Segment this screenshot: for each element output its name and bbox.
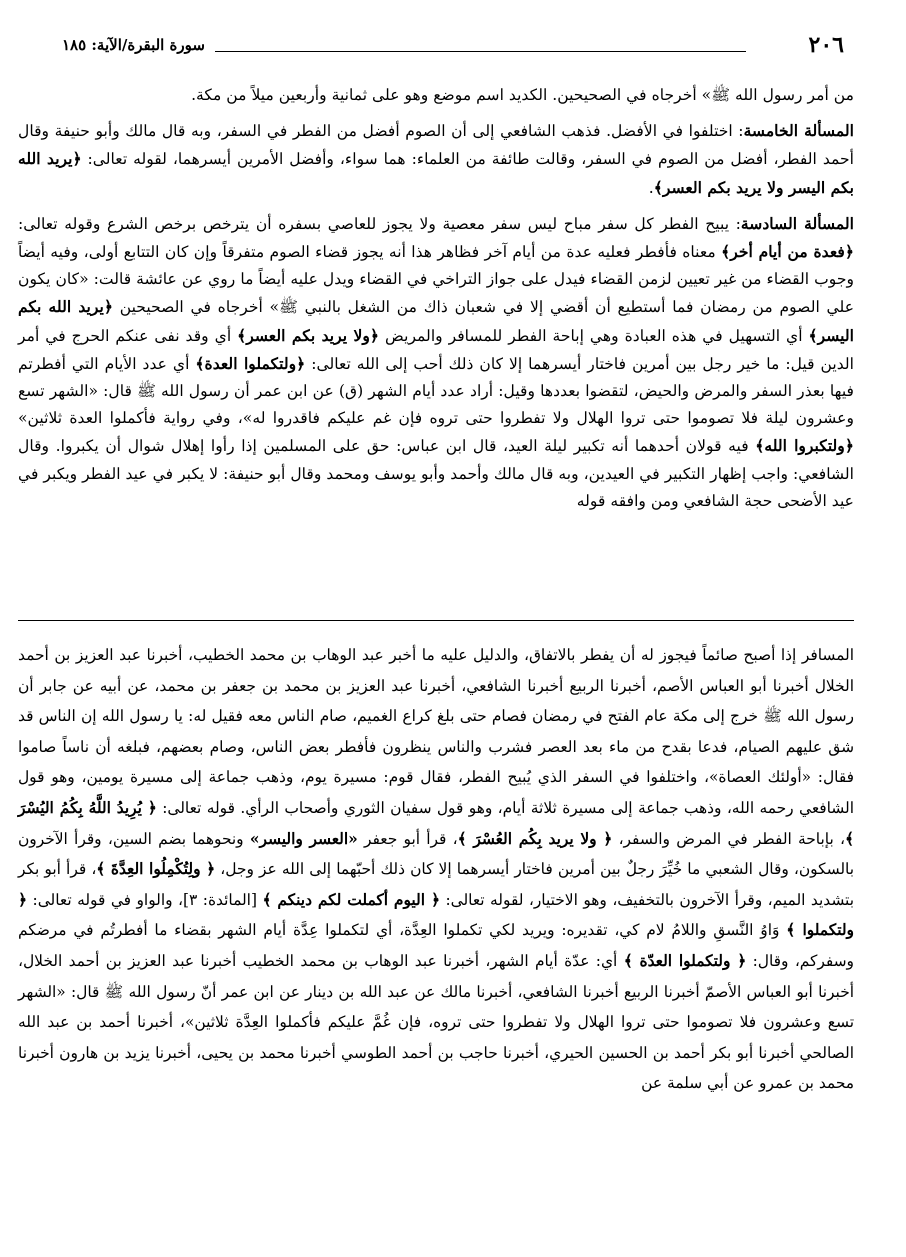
footnote-text-c: ، قرأ أبو جعفر bbox=[357, 829, 458, 848]
issue-6-verse-4: ﴿ولتكملوا العدة﴾ bbox=[195, 353, 306, 373]
footnote-divider bbox=[18, 620, 854, 621]
footnote-text-h: أي: عدّة أيام الشهر، أخبرنا عبد الوهاب بن محمد الخطيب أخبرنا عبد العزيز بن أحمد الخلال، أخبرنا أبو العباس الأصمّ أخبرنا الربيع أخبرنا الشافعي، أخبرنا مالك عن عبد الله بن دينار عن ابن عمر أنّ رسول الله ﷺ قال: «الشهر تسع وعشرون فلا تصوموا حتى تروا الهلال ولا تفطروا حتى تروه، فإن غُمَّ عليكم فأكملوا العِدَّة ثلاثين»، أخبرنا أحمد بن عبد الله الصالحي أخبرنا أبو بكر أحمد بن الحسين الحيري، أخبرنا حاجب بن أحمد الطوسي أخبرنا محمد بن يحيى، أخبرنا يزيد بن هارون أخبرنا محمد بن عمرو عن أبي سلمة عن bbox=[18, 951, 854, 1093]
footnote-reading: «العسر واليسر» bbox=[249, 829, 358, 848]
paragraph-1-text: من أمر رسول الله ﷺ» أخرجاه في الصحيحين. الكديد اسم موضع وهو على ثمانية وأربعين ميلاً من مكة. bbox=[191, 86, 854, 104]
issue-6-text-a: : يبيح الفطر كل سفر مباح ليس سفر معصية ولا يجوز للعاصي بسفره أن يترخص برخص الشرع وقوله تعالى: bbox=[18, 214, 741, 233]
footnote-verse-4: ﴿ ولِتُكْمِلُوا العِدَّةَ ﴾ bbox=[96, 860, 216, 879]
footnote-verse-7: ﴿ ولتكملوا العدّة ﴾ bbox=[623, 951, 747, 970]
paragraph-gap bbox=[18, 202, 854, 210]
issue-6-text-d: أي وقد نفى عنكم الحرج في أمر الدين قيل: ما خير رجل بين أمرين فاختار أيسرهما إلا كان ذلك أحب إلى الله تعالى: bbox=[18, 326, 854, 373]
page-number: ٢٠٦ bbox=[808, 32, 844, 58]
issue-6-verse-1: ﴿فعدة من أيام أخر﴾ bbox=[721, 242, 854, 262]
running-head: سورة البقرة/الآية: ١٨٥ bbox=[62, 36, 205, 54]
paragraph-6th-issue bbox=[18, 210, 854, 515]
issue-6-text-e: أي عدد الأيام التي أفطرتم فيها بعذر السفر والمرض والحيض، لتقضوا بعددها وقيل: أراد عدد أيام الشهر (ق) عن ابن عمر أن رسول الله ﷺ قال: «الشهر تسع وعشرون ليلة فلا تصوموا حتى تروا الهلال ولا تفطروا حتى تروه فإن غم عليكم فاقدروا له»، وفي رواية فأكملوا العدة ثلاثين» bbox=[18, 354, 854, 428]
issue-6-text-c: أي التسهيل في هذه العبادة وهي إباحة الفطر للمسافر والمريض bbox=[379, 326, 809, 345]
paragraph-1 bbox=[18, 82, 854, 109]
footnote-verse-5: ﴿ اليوم أكملت لكم دينكم ﴾ bbox=[262, 890, 440, 909]
issue-6-text-b: معناه فأفطر فعليه عدة من أيام آخر فظاهر هذا أنه يجوز قضاء الصوم متفرقاً وإن كان التتابع أولى، وفيه أيضاً وجوب القضاء من غير تعيين لزمن القضاء فيدل على جواز التراخي في القضاء ويدل عليه أيضاً ما روي عن عائشة قالت: «كان يكون علي الصوم من رمضان فما أستطيع أن أقضي إلا في شعبان ذاك من الشغل بالنبي ﷺ» أخرجاه في الصحيحين bbox=[18, 243, 854, 317]
footnote-paragraph bbox=[18, 640, 854, 1099]
footnote-text-g: وَاوُ النَّسقِ واللامُ لام كي، تقديره: ويريد لكي تكملوا العِدَّة، أي لتكملوا عِدَّة أيام الشهر بقضاء ما أفطرتُم في مرضكم وسفركم، وقال: bbox=[18, 921, 854, 970]
footnote-text-e: ، قرأ أبو بكر بتشديد الميم، وقرأ الآخرون بالتخفيف، وهو الاختيار، لقوله تعالى: bbox=[18, 860, 854, 909]
issue-6-label: المسألة السادسة bbox=[740, 213, 855, 233]
issue-6-text-f: فيه قولان أحدهما أنه تكبير ليلة العيد، قال ابن عباس: حق على المسلمين إذا رأوا إهلال شوال أن يكبروا. وقال الشافعي: واجب إظهار التكبير في العيدين، وبه قال مالك وأحمد وأبو يوسف ومحمد وقال أبو حنيفة: لا يكبر في عيد الفطر ويكبر في عيد الأضحى حجة الشافعي ومن وافقه قوله bbox=[18, 437, 854, 510]
paragraph-gap bbox=[18, 109, 854, 117]
issue-5-text: : اختلفوا في الأفضل. فذهب الشافعي إلى أن الصوم أفضل من الفطر في السفر، وبه قال مالك وأبو حنيفة وقال أحمد الفطر، أفضل من الصوم في السفر، وقالت طائفة من العلماء: هما سواء، وأفضل الأمرين أيسرهما، لقوله تعالى: bbox=[18, 122, 854, 169]
issue-5-verse: ﴿يريد الله بكم اليسر ولا يريد بكم العسر﴾ bbox=[18, 149, 854, 197]
footnote-text-b: ، بإباحة الفطر في المرض والسفر، bbox=[612, 829, 845, 848]
footnote-text-d: ونحوهما بضم السين، وقرأ الآخرون بالسكون، وقال الشعبي ما خُيِّرَ رجلٌ بين أمرين فاختار أيسرهما إلا كان ذلك أحبّهما إلى الله عز وجل، bbox=[18, 829, 854, 879]
issue-6-verse-2: ﴿يريد الله بكم اليسر﴾ bbox=[18, 297, 854, 345]
paragraph-5th-issue bbox=[18, 117, 854, 202]
footnote-verse-1: ﴿ يُرِيدُ اللَّهُ بِكُمُ اليُسْرَ ﴾ bbox=[18, 798, 855, 848]
footnote-text bbox=[18, 640, 854, 1099]
header-rule bbox=[215, 51, 746, 52]
main-text bbox=[18, 82, 854, 515]
footnote-text-a: المسافر إذا أصبح صائماً فيجوز له أن يفطر بالاتفاق، والدليل عليه ما أخبر عبد الوهاب بن محمد الخطيب، أخبرنا عبد العزيز بن أحمد الخلال أخبرنا أبو العباس الأصم، أخبرنا الربيع أخبرنا الشافعي، أخبرنا عبد العزيز بن محمد بن جعفر بن محمد، عن أبيه عن جابر أن رسول الله ﷺ خرج إلى مكة عام الفتح في رمضان فصام حتى بلغ كراع الغميم، صام الناس معه فقيل له: يا رسول الله إن الناس قد شق عليهم الصيام، فدعا بقدح من ماء بعد العصر فشرب والناس ينظرون فأفطر بعض الناس، وصام بعضهم، فبلغه أن ناساً صاموا فقال: «أولئك العصاة»، واختلفوا في السفر الذي يُبيح الفطر، فقال قوم: مسيرة يوم، وذهب جماعة إلى مسيرة يومين، وهو قول الشافعي رحمه الله، وذهب جماعة إلى مسيرة ثلاثة أيام، وهو قول سفيان الثوري وأصحاب الرأي. قوله تعالى: bbox=[18, 646, 854, 817]
footnote-text-f: [المائدة: ٣]، والواو في قوله تعالى: bbox=[27, 890, 263, 909]
issue-5-label: المسألة الخامسة bbox=[743, 121, 854, 141]
footnote-verse-6: ﴿ ولتكملوا ﴾ bbox=[18, 890, 854, 940]
issue-6-verse-3: ﴿ولا يريد بكم العسر﴾ bbox=[237, 325, 380, 345]
page-header bbox=[0, 28, 906, 68]
issue-5-end: . bbox=[648, 178, 654, 197]
issue-6-verse-5: ﴿ولتكبروا الله﴾ bbox=[755, 436, 854, 456]
footnote-verse-2: ﴿ ولا يريد بِكُم العُسْرَ ﴾ bbox=[457, 829, 613, 848]
